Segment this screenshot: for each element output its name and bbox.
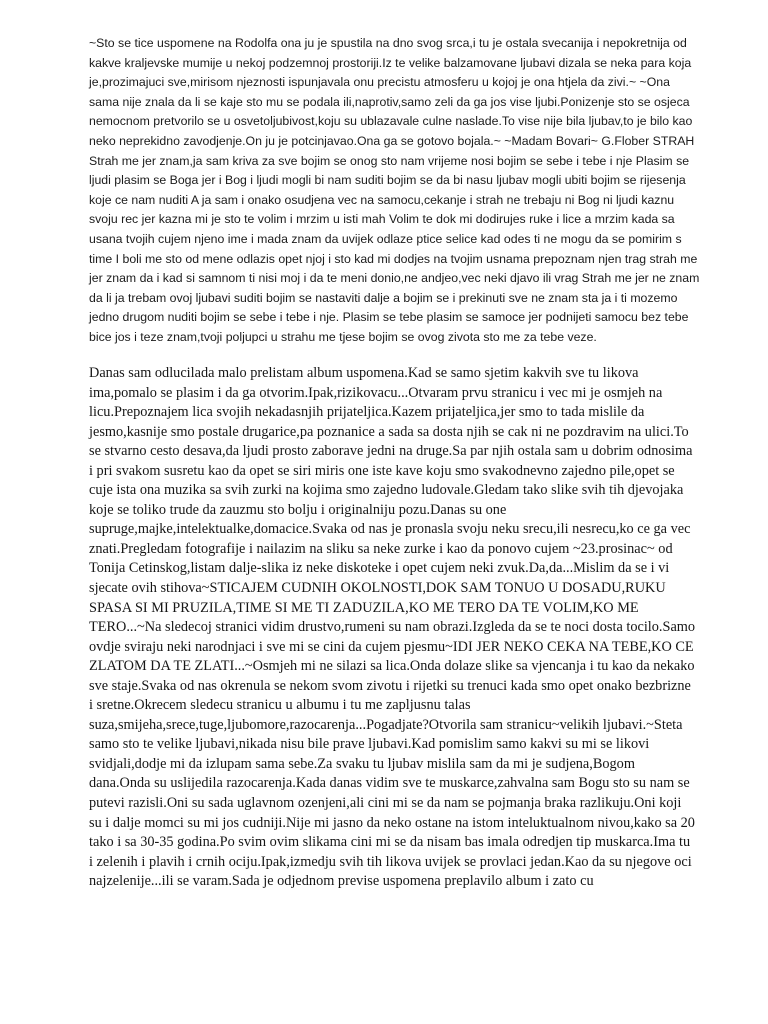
paragraph-serif-album-memories: Danas sam odlucilada malo prelistam album uspomena.Kad se samo sjetim kakvih sve tu likova ima,pomalo se plasim i da ga otvorim.Ipak,rizikovacu...Otvaram prvu stranicu i vec mi je osmjeh na licu.Prepoznajem lica svojih nekadasnjih prijateljica.Kazem prijateljica,jer smo to tada mislile da jesmo,kasnije smo postale drugarice,pa poznanice a sada sa dosta njih se cak ni ne pozdravim na ulici.To se stvarno cesto desava,da ljudi prosto zaborave jedni na druge.Sa par njih ostala sam u dobrim odnosima i pri svakom susretu kao da opet se siri miris one iste kave koju smo svakodnevno zajedno pile,opet se cuje ista ona muzika sa svih zurki na kojima smo zajedno ludovale.Gledam tako slike svih tih djevojaka koje se toliko trude da zauzmu sto bolju i originalniju pozu.Danas su one supruge,majke,intelektualke,domacice.Svaka od nas je pronasla svoju neku srecu,ili nesrecu,ko ce ga vec znati.Pregledam fotografije i nailazim na sliku sa neke zurke i kao da ponovo cujem ~23.prosinac~ od Tonija Cetinskog,listam dalje-slika iz neke diskoteke i opet cujem neki zvuk.Da,da...Mislim da se i vi sjecate ovih stihova~STICAJEM CUDNIH OKOLNOSTI,DOK SAM TONUO U DOSADU,RUKU SPASA SI MI PRUZILA,TIME SI ME TI ZADUZILA,KO ME TERO DA TE VOLIM,KO ME TERO...~Na sledecoj stranici vidim drustvo,rumeni su nam obrazi.Izgleda da se te noci dosta tocilo.Samo ovdje sviraju neki narodnjaci i sve mi se cini da cujem pjesmu~IDI JER NEKO CEKA NA TEBE,KO CE ZLATOM DA TE ZLATI...~Osmjeh mi ne silazi sa lica.Onda dolaze slike sa vjencanja i tu kao da nekako sve staje.Svaka od nas okrenula se nekom svom zivotu i rijetki su trenuci kada smo opet onako bezbrizne i sretne.Okrecem sledecu stranicu u albumu i tu me zapljusnu talas suza,smijeha,srece,tuge,ljubomore,razocarenja...Pogadjate?Otvorila sam stranicu~velikih ljubavi.~Steta samo sto te velike ljubavi,nikada nisu bile prave ljubavi.Kad pomislim samo kakvi su mi se likovi svidjali,dodje mi da izlupam sama sebe.Za svaku tu ljubav mislila sam da mi je sudjena,Bogom dana.Onda su uslijedila razocarenja.Kada danas vidim sve te muskarce,zahvalna sam Bogu sto su nam se putevi razisli.Oni su sada uglavnom ozenjeni,ali cini mi se da nam se pojmanja braka razlikuju.Oni koji su i dalje momci su mi jos cudniji.Nije mi jasno da neko ostane na istom inteluktualnom nivou,kako sa 20 tako i sa 30-35 godina.Po svim ovim slikama cini mi se da nisam bas imala odredjen tip muskarca.Ima tu i zelenih i plavih i crnih ociju.Ipak,izmedju svih tih likova uvijek se provlaci jedan.Kao da su njegove oci najzelenije...ili se varam.Sada je odjednom previse uspomena preplavilo album i zato cu — [89, 365, 696, 890]
paragraph-sans-excerpt-and-poem: ~Sto se tice uspomene na Rodolfa ona ju je spustila na dno svog srca,i tu je ostala svecanija i nepokretnija od kakve kraljevske mumije u nekoj podzemnoj prostoriji.Iz te velike balzamovane ljubavi dizala se neka para koja je,prozimajuci sve,mirisom njeznosti ispunjavala onu precistu atmosferu u kojoj je ona htjela da zivi.~ ~Ona sama nije znala da li se kaje sto mu se podala ili,naprotiv,samo zeli da ga jos vise ljubi.Ponizenje sto se osjeca nemocnom pretvorilo se u osvetoljubivost,koju su ublazavale culne naslade.To vise nije bila ljubav,to je bilo kao neko neprekidno zavodjenje.On ju je potcinjavao.Ona ga se gotovo bojala.~ ~Madam Bovari~ G.Flober STRAH Strah me jer znam,ja sam kriva za sve bojim se onog sto nam vrijeme nosi bojim se sebe i tebe i nje Plasim se ljudi plasim se Boga jer i Bog i ljudi mogli bi nam suditi bojim se da bi nasu ljubav mogli ubiti bojim se rijesenja koje ce nam nuditi A ja sam i onako osudjena vec na samocu,cekanje i strah ne trebaju ni Bog ni ljudi kaznu svoju rec jer kazna mi je sto te volim i mrzim u isti mah Volim te dok mi dodirujes ruke i lice a mrzim kada sa usana tvojih cujem njeno ime i mada znam da uvijek odlaze ptice selice kad odes ti ne mogu da se pomirim s time I boli me sto od mene odlazis opet njoj i sto kad mi dodjes na tvojim usnama prepoznam njen trag strah me jer znam da i kad si samnom ti nisi moj i da te meni donio,ne andjeo,vec neki djavo ili vrag Strah me jer ne znam da li ja trebam ovoj ljubavi suditi bojim se nastaviti dalje a bojim se i prekinuti sve ne znam sta ja i ti mozemo jedno drugom nuditi bojim se sebe i tebe i nje. Plasim se tebe plasim se samoce jer podnijeti samocu bez tebe bice jos i teze znam,tvoji poljupci u strahu me tjese bojim se ovog zivota sto me za tebe veze. — [89, 36, 700, 344]
